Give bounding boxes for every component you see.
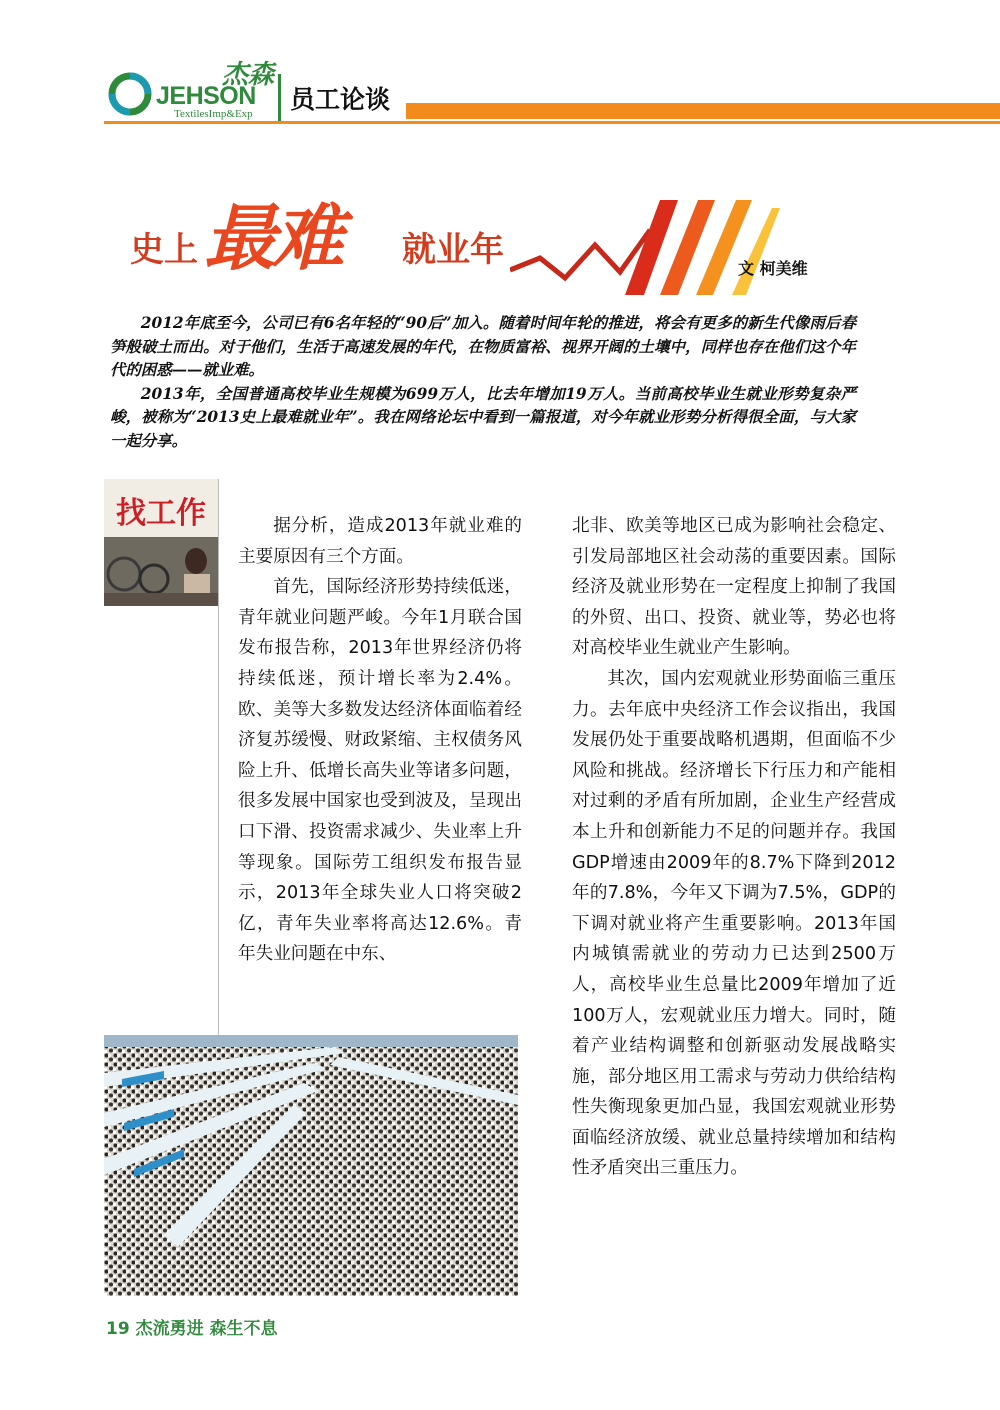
intro-paragraph: 2013年，全国普通高校毕业生规模为699万人，比去年增加19万人。当前高校毕业生就业形势复杂严峻，被称为“2013史上最难就业年”。我在网络论坛中看到一篇报道，对今年就业形势分析得很全面，与大家一起分享。 bbox=[110, 384, 856, 450]
header-divider bbox=[278, 74, 281, 122]
brand-name-chinese: 杰森 bbox=[222, 60, 275, 90]
body-paragraph: 北非、欧美等地区已成为影响社会稳定、引发局部地区社会动荡的重要因素。国际经济及就业形势在一定程度上抑制了我国的外贸、出口、投资、就业等，势必也将对高校毕业生就业产生影响。 bbox=[572, 516, 896, 659]
crowd-photo-image bbox=[104, 1035, 518, 1296]
job-seekers-photo bbox=[104, 479, 218, 606]
article-title bbox=[130, 180, 850, 300]
brand-subtitle: TextilesImp&Exp bbox=[174, 108, 253, 120]
header-orange-bar bbox=[406, 103, 1000, 119]
title-stripes-decoration bbox=[510, 190, 780, 295]
column-rule bbox=[218, 479, 219, 1035]
body-paragraph: 首先，国际经济形势持续低迷，青年就业问题严峻。今年1月联合国发布报告称，2013年世界经济仍将持续低迷，预计增长率为2.4%。欧、美等大多数发达经济体面临着经济复苏缓慢、财政紧缩、主权债务风险上升、低增长高失业等诸多问题，很多发展中国家也受到波及，呈现出口下滑、投资需求减少、失业率上升等现象。国际劳工组织发布报告显示，2013年全球失业人口将突破2亿，青年失业率将高达12.6%。青年失业问题在中东、 bbox=[238, 577, 522, 965]
page-header bbox=[0, 0, 1000, 140]
body-paragraph: 据分析，造成2013年就业难的主要原因有三个方面。 bbox=[238, 516, 522, 567]
intro-paragraph: 2012年底至今，公司已有6名年轻的“90后”加入。随着时间年轮的推进，将会有更多的新生代像雨后春笋般破土而出。对于他们，生活于高速发展的年代，在物质富裕、视界开阔的土壤中，同样也存在他们这个年代的困惑——就业难。 bbox=[110, 314, 856, 379]
title-part-1: 史上 bbox=[130, 230, 198, 270]
brand-name: JEHSON bbox=[156, 82, 256, 110]
intro-text bbox=[110, 312, 856, 453]
section-title: 员工论谈 bbox=[290, 85, 391, 114]
job-seekers-photo-image bbox=[104, 479, 218, 606]
body-paragraph: 其次，国内宏观就业形势面临三重压力。去年底中央经济工作会议指出，我国发展仍处于重要战略机遇期，但面临不少风险和挑战。经济增长下行压力和产能相对过剩的矛盾有所加剧，企业生产经营成本上升和创新能力不足的问题并存。我国GDP增速由2009年的8.7%下降到2012年的7.8%，今年又下调为7.5%，GDP的下调对就业将产生重要影响。2013年国内城镇需就业的劳动力已达到2500万人，高校毕业生总量比2009年增加了近100万人，宏观就业压力增大。同时，随着产业结构调整和创新驱动发展战略实施，部分地区用工需求与劳动力供给结构性失衡现象更加凸显，我国宏观就业形势面临经济放缓、就业总量持续增加和结构性矛盾突出三重压力。 bbox=[572, 668, 896, 1179]
body-column-right bbox=[572, 511, 896, 1184]
body-column-left bbox=[238, 511, 522, 970]
job-sign-text: 找工作 bbox=[116, 496, 206, 531]
author-byline: 文 柯美维 bbox=[738, 259, 808, 278]
jehson-logo-icon bbox=[108, 72, 152, 116]
header-orange-rule bbox=[104, 121, 1000, 124]
job-fair-crowd-photo bbox=[104, 1035, 518, 1296]
page-footer: 19 杰流勇进 森生不息 bbox=[106, 1319, 278, 1339]
title-part-2: 最难 bbox=[204, 195, 341, 280]
title-part-3: 就业年 bbox=[402, 230, 504, 270]
